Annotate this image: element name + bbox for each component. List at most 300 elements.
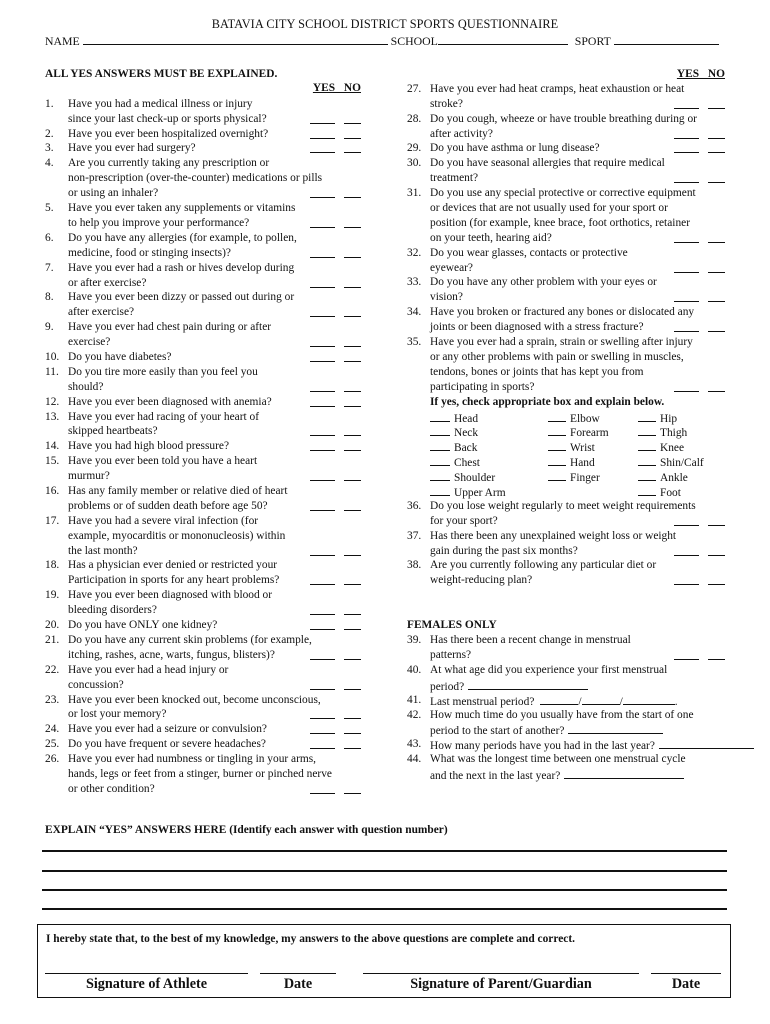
yes-answer-blank[interactable] <box>310 424 335 436</box>
question-number: 24. <box>45 723 60 736</box>
yes-answer-blank[interactable] <box>674 544 699 556</box>
question-line-text: skipped heartbeats? <box>68 425 158 438</box>
yes-answer-blank[interactable] <box>674 573 699 585</box>
question-number: 8. <box>45 291 54 304</box>
parent-signature-line[interactable] <box>363 973 639 974</box>
no-answer-blank[interactable] <box>344 573 361 585</box>
no-answer-blank[interactable] <box>708 261 725 273</box>
question-line <box>68 305 363 320</box>
answer-fill-field[interactable] <box>568 722 663 734</box>
no-answer-blank[interactable] <box>344 216 361 228</box>
no-answer-blank[interactable] <box>344 499 361 511</box>
sport-field[interactable] <box>614 33 719 45</box>
no-answer-blank[interactable] <box>708 514 725 526</box>
header-fields <box>45 33 735 49</box>
body-part-option[interactable] <box>430 469 548 484</box>
question-text <box>68 231 363 261</box>
body-part-option[interactable] <box>430 484 548 499</box>
question-line-text: gain during the past six months? <box>430 544 578 557</box>
body-part-checkbox[interactable] <box>430 484 450 496</box>
question-text <box>68 365 363 395</box>
question-item <box>407 693 727 708</box>
question-line-text: Are you currently taking any prescription or <box>68 157 270 170</box>
question-line-text: Has any family member or relative died of heart <box>68 485 288 498</box>
yes-answer-blank[interactable] <box>310 246 335 258</box>
no-answer-blank[interactable] <box>708 127 725 139</box>
question-text <box>430 752 727 782</box>
question-number: 4. <box>45 157 54 170</box>
date-part-field[interactable] <box>623 693 675 705</box>
question-line-text: Have you ever been diagnosed with anemia? <box>68 395 272 408</box>
question-text <box>430 708 727 738</box>
question-item <box>45 752 363 797</box>
question-text <box>68 588 363 618</box>
no-answer-blank[interactable] <box>344 246 361 258</box>
no-answer-blank[interactable] <box>344 350 361 362</box>
question-line-text: tendons, bones or joints that has kept you from <box>430 365 644 378</box>
question-text <box>68 261 363 291</box>
question-line-text: Have you ever had heat cramps, heat exhaustion or heat <box>430 82 685 95</box>
question-line <box>68 365 363 380</box>
no-answer-blank[interactable] <box>708 320 725 332</box>
question-line <box>430 97 727 112</box>
question-item <box>45 454 363 484</box>
question-item <box>45 156 363 201</box>
question-number: 31. <box>407 187 422 200</box>
question-line-text: Do you cough, wheeze or have trouble breathing during or <box>430 112 697 125</box>
body-part-label: Back <box>454 442 478 455</box>
question-item <box>407 141 727 156</box>
question-number: 44. <box>407 753 422 766</box>
yes-answer-blank[interactable] <box>674 648 699 660</box>
question-number: 9. <box>45 321 54 334</box>
question-line-text: Have you broken or fractured any bones or dislocated any <box>430 306 695 319</box>
name-field[interactable] <box>83 33 388 45</box>
question-item <box>45 141 363 156</box>
question-line <box>68 276 363 291</box>
yes-answer-blank[interactable] <box>310 603 335 615</box>
yes-answer-blank[interactable] <box>310 350 335 362</box>
body-part-option[interactable] <box>638 410 738 425</box>
question-line-text: Do you have any other problem with your eyes or <box>430 276 657 289</box>
yes-answer-blank[interactable] <box>674 171 699 183</box>
question-line-text: participating in sports? <box>430 380 535 393</box>
no-answer-blank[interactable] <box>344 782 361 794</box>
answer-fill-field[interactable] <box>659 737 754 749</box>
question-line <box>68 141 363 156</box>
body-part-option[interactable] <box>430 454 548 469</box>
no-answer-blank[interactable] <box>708 648 725 660</box>
question-line-text: Have you ever had numbness or tingling in your arms, <box>68 753 317 766</box>
question-line-text: Do you have diabetes? <box>68 350 172 363</box>
no-answer-blank[interactable] <box>344 186 361 198</box>
body-part-label: Forearm <box>570 427 609 440</box>
no-answer-blank[interactable] <box>344 544 361 556</box>
athlete-date-label: Date <box>283 976 313 992</box>
question-number: 34. <box>407 306 422 319</box>
question-item <box>407 305 727 335</box>
question-line <box>68 231 363 246</box>
question-line-text: How much time do you usually have from the start of one <box>430 708 694 721</box>
yes-answer-blank[interactable] <box>310 439 335 451</box>
right-question-list-b <box>407 499 727 588</box>
question-line-text: position (for example, knee brace, foot orthotics, retainer <box>430 216 690 229</box>
question-line-text: vision? <box>430 291 463 304</box>
yes-answer-blank[interactable] <box>310 678 335 690</box>
question-line <box>68 395 363 410</box>
question-line <box>430 365 727 380</box>
body-part-checkbox[interactable] <box>548 439 566 451</box>
question-line <box>430 752 727 767</box>
question-item <box>45 350 363 365</box>
body-part-label: Shin/Calf <box>660 457 704 470</box>
question-line-text: Do you lose weight regularly to meet weight requirements <box>430 499 696 512</box>
question-line <box>68 410 363 425</box>
question-number: 43. <box>407 738 422 751</box>
body-part-option[interactable] <box>548 484 638 499</box>
no-answer-blank[interactable] <box>344 305 361 317</box>
body-part-option[interactable] <box>548 410 638 425</box>
question-text <box>68 290 363 320</box>
question-line <box>68 320 363 335</box>
body-part-checkbox[interactable] <box>430 469 450 481</box>
question-line-text: Do you have any current skin problems (for example, <box>68 633 312 646</box>
question-text <box>430 558 727 588</box>
question-text <box>68 737 363 752</box>
question-line-text: itching, rashes, acne, warts, fungus, blisters)? <box>68 648 275 661</box>
question-line-text: Have you ever had a head injury or <box>68 663 229 676</box>
question-text <box>68 201 363 231</box>
no-answer-blank[interactable] <box>708 380 725 392</box>
question-number: 40. <box>407 663 422 676</box>
no-answer-blank[interactable] <box>708 141 725 153</box>
body-part-option[interactable] <box>638 484 738 499</box>
body-part-checkbox[interactable] <box>430 439 450 451</box>
yes-answer-blank[interactable] <box>310 573 335 585</box>
yes-answer-blank[interactable] <box>310 380 335 392</box>
body-part-option[interactable] <box>430 424 548 439</box>
no-answer-blank[interactable] <box>708 97 725 109</box>
question-number: 6. <box>45 231 54 244</box>
sport-label: SPORT <box>574 34 611 48</box>
question-item <box>407 663 727 693</box>
yes-answer-blank[interactable] <box>310 707 335 719</box>
yes-answer-blank[interactable] <box>310 395 335 407</box>
body-part-checkbox[interactable] <box>638 439 656 451</box>
question-line <box>68 737 363 752</box>
question-line-text: Have you ever been dizzy or passed out during or <box>68 291 295 304</box>
yes-answer-blank[interactable] <box>674 380 699 392</box>
question-text <box>68 454 363 484</box>
no-answer-blank[interactable] <box>344 648 361 660</box>
yes-answer-blank[interactable] <box>310 648 335 660</box>
question-item <box>407 633 727 663</box>
yes-answer-blank[interactable] <box>310 544 335 556</box>
question-line <box>430 141 727 156</box>
date-fields: / / . <box>540 696 677 708</box>
body-part-label: Finger <box>570 472 600 485</box>
athlete-date-line[interactable] <box>260 973 336 974</box>
question-line <box>430 693 727 708</box>
question-line-text: Last menstrual period? <box>430 695 535 708</box>
question-line-text: Have you ever had a sprain, strain or swelling after injury <box>430 336 693 349</box>
body-part-checkbox[interactable] <box>638 469 656 481</box>
parent-date-line[interactable] <box>651 973 721 974</box>
date-part-field[interactable] <box>582 693 620 705</box>
question-line-text: Have you ever had chest pain during or after <box>68 321 272 334</box>
question-line <box>68 112 363 127</box>
body-part-option[interactable] <box>548 439 638 454</box>
question-text <box>68 752 363 797</box>
answer-fill-field[interactable] <box>564 767 684 779</box>
no-answer-blank[interactable] <box>344 722 361 734</box>
body-part-option[interactable] <box>638 469 738 484</box>
yes-answer-blank[interactable] <box>310 335 335 347</box>
question-line-text: Are you currently following any particular diet or <box>430 559 657 572</box>
yes-answer-blank[interactable] <box>310 305 335 317</box>
question-line <box>430 633 727 648</box>
yes-answer-blank[interactable] <box>674 127 699 139</box>
yes-answer-blank[interactable] <box>310 127 335 139</box>
body-part-checkbox[interactable] <box>638 424 656 436</box>
question-line-text: bleeding disorders? <box>68 604 157 617</box>
question-number: 26. <box>45 753 60 766</box>
question-line-text: joints or been diagnosed with a stress fracture? <box>430 321 644 334</box>
question-item <box>407 558 727 588</box>
body-part-label: Hand <box>570 457 595 470</box>
body-part-option[interactable] <box>430 410 548 425</box>
body-part-checkbox[interactable] <box>548 454 566 466</box>
question-line-text: Participation in sports for any heart problems? <box>68 574 280 587</box>
no-answer-blank[interactable] <box>708 573 725 585</box>
no-answer-blank[interactable] <box>344 707 361 719</box>
question-line-text: example, myocarditis or mononucleosis) within <box>68 529 286 542</box>
yes-answer-blank[interactable] <box>674 141 699 153</box>
yes-answer-blank[interactable] <box>674 97 699 109</box>
question-number: 1. <box>45 97 54 110</box>
question-line <box>68 335 363 350</box>
question-line <box>430 156 727 171</box>
right-column <box>407 67 727 782</box>
question-number: 23. <box>45 693 60 706</box>
question-item <box>45 127 363 142</box>
school-field[interactable] <box>438 33 568 45</box>
body-part-checkbox[interactable] <box>430 454 450 466</box>
question-line-text: Do you have ONLY one kidney? <box>68 619 218 632</box>
question-line-text: Has a physician ever denied or restricted your <box>68 559 278 572</box>
question-line <box>68 171 363 186</box>
parent-date-label: Date <box>671 976 701 992</box>
question-line <box>68 573 363 588</box>
body-part-option[interactable] <box>548 454 638 469</box>
no-answer-blank[interactable] <box>344 127 361 139</box>
question-item <box>407 112 727 142</box>
question-line-text: or any other problems with pain or swelling in muscles, <box>430 350 684 363</box>
question-number: 42. <box>407 708 422 721</box>
question-line <box>430 708 727 723</box>
question-line-text: How many periods have you had in the last year? <box>430 740 655 753</box>
question-line <box>68 722 363 737</box>
question-line <box>68 439 363 454</box>
no-answer-blank[interactable] <box>344 395 361 407</box>
question-line <box>68 246 363 261</box>
no-answer-blank[interactable] <box>344 335 361 347</box>
no-answer-blank[interactable] <box>344 439 361 451</box>
yes-answer-blank[interactable] <box>310 112 335 124</box>
question-number: 22. <box>45 663 60 676</box>
question-line-text: Do you have any allergies (for example, to pollen, <box>68 231 297 244</box>
question-line <box>430 216 727 231</box>
question-number: 17. <box>45 514 60 527</box>
question-line <box>68 618 363 633</box>
question-line-text: Do you wear glasses, contacts or protective <box>430 246 628 259</box>
body-part-label: Thigh <box>660 427 688 440</box>
yes-answer-blank[interactable] <box>310 216 335 228</box>
body-part-label: Upper Arm <box>454 486 506 499</box>
question-line <box>68 97 363 112</box>
yes-answer-blank[interactable] <box>674 320 699 332</box>
body-part-option[interactable] <box>548 469 638 484</box>
question-line-text: Do you use any special protective or corrective equipment <box>430 187 696 200</box>
question-number: 13. <box>45 410 60 423</box>
question-line <box>430 335 727 350</box>
question-line <box>68 782 363 797</box>
question-number: 25. <box>45 738 60 751</box>
explain-line[interactable] <box>42 889 727 891</box>
question-number: 7. <box>45 261 54 274</box>
no-answer-blank[interactable] <box>344 618 361 630</box>
no-answer-blank[interactable] <box>344 141 361 153</box>
no-answer-blank[interactable] <box>344 276 361 288</box>
question-line-text: treatment? <box>430 172 479 185</box>
answer-fill-field[interactable] <box>468 678 588 690</box>
yes-answer-blank[interactable] <box>310 618 335 630</box>
question-line <box>430 573 727 588</box>
body-part-label: Head <box>454 412 479 425</box>
no-answer-blank[interactable] <box>344 424 361 436</box>
body-part-checkbox[interactable] <box>430 410 450 422</box>
athlete-signature-line[interactable] <box>45 973 248 974</box>
yes-answer-blank[interactable] <box>310 186 335 198</box>
body-part-label: Knee <box>660 442 685 455</box>
question-item <box>407 156 727 186</box>
no-answer-blank[interactable] <box>344 737 361 749</box>
yes-answer-blank[interactable] <box>310 141 335 153</box>
yes-no-answer <box>310 782 361 799</box>
question-line <box>68 588 363 603</box>
yes-answer-blank[interactable] <box>310 499 335 511</box>
question-text <box>68 618 363 633</box>
yes-answer-blank[interactable] <box>674 231 699 243</box>
question-line <box>68 454 363 469</box>
explain-line[interactable] <box>42 908 727 910</box>
body-part-checkbox[interactable] <box>638 484 656 496</box>
question-item <box>45 290 363 320</box>
body-part-label: Ankle <box>660 472 688 485</box>
question-line <box>430 231 727 246</box>
question-text <box>68 633 363 663</box>
question-line-text: Do you have asthma or lung disease? <box>430 142 600 155</box>
body-part-option[interactable] <box>430 439 548 454</box>
no-answer-blank[interactable] <box>344 678 361 690</box>
body-part-checkbox[interactable] <box>548 469 566 481</box>
question-line <box>430 767 727 782</box>
yes-answer-blank[interactable] <box>310 737 335 749</box>
question-text <box>68 350 363 365</box>
no-answer-blank[interactable] <box>708 171 725 183</box>
question-number: 33. <box>407 276 422 289</box>
yes-answer-blank[interactable] <box>310 782 335 794</box>
question-line-text: Have you ever had a rash or hives develop during <box>68 261 295 274</box>
yes-answer-blank[interactable] <box>674 290 699 302</box>
body-part-label: Wrist <box>570 442 595 455</box>
question-number: 2. <box>45 127 54 140</box>
body-part-checkbox[interactable] <box>548 424 566 436</box>
name-label: NAME <box>45 34 80 48</box>
question-item <box>45 633 363 663</box>
question-line-text: Has there been a recent change in menstrual <box>430 634 631 647</box>
yes-no-answer <box>674 573 725 590</box>
no-answer-blank[interactable] <box>708 231 725 243</box>
yes-answer-blank[interactable] <box>310 469 335 481</box>
question-line <box>68 678 363 693</box>
question-item <box>45 439 363 454</box>
body-part-option[interactable] <box>548 424 638 439</box>
no-answer-blank[interactable] <box>344 380 361 392</box>
yes-answer-blank[interactable] <box>674 514 699 526</box>
question-item <box>45 663 363 693</box>
question-line-text: Have you ever had a seizure or convulsion? <box>68 723 267 736</box>
body-part-checkbox[interactable] <box>430 424 450 436</box>
question-number: 32. <box>407 246 422 259</box>
explain-line[interactable] <box>42 850 727 852</box>
yes-answer-blank[interactable] <box>310 276 335 288</box>
date-part-field[interactable] <box>540 693 578 705</box>
no-answer-blank[interactable] <box>708 544 725 556</box>
question-line <box>430 678 727 693</box>
question-number: 39. <box>407 634 422 647</box>
females-only-title: FEMALES ONLY <box>407 619 497 632</box>
question-line <box>68 558 363 573</box>
question-line-text: What was the longest time between one menstrual cycle <box>430 753 686 766</box>
no-answer-blank[interactable] <box>344 603 361 615</box>
body-part-checkbox[interactable] <box>638 410 656 422</box>
question-line <box>430 112 727 127</box>
body-part-checkbox[interactable] <box>638 454 656 466</box>
question-item <box>45 231 363 261</box>
body-part-option[interactable] <box>638 439 738 454</box>
no-answer-blank[interactable] <box>708 290 725 302</box>
question-line-text: Have you ever been knocked out, become unconscious, <box>68 693 321 706</box>
question-line-text: Have you ever taken any supplements or vitamins <box>68 202 296 215</box>
yes-answer-blank[interactable] <box>674 261 699 273</box>
body-part-option[interactable] <box>638 424 738 439</box>
question-item <box>45 365 363 395</box>
question-line-text: concussion? <box>68 678 124 691</box>
question-number: 10. <box>45 350 60 363</box>
question-line <box>68 484 363 499</box>
question-line <box>68 261 363 276</box>
question-line-text: period? <box>430 680 465 693</box>
question-line <box>68 767 363 782</box>
no-answer-blank[interactable] <box>344 469 361 481</box>
no-answer-blank[interactable] <box>344 112 361 124</box>
body-part-checkbox[interactable] <box>548 410 566 422</box>
yes-answer-blank[interactable] <box>310 722 335 734</box>
question-text <box>68 320 363 350</box>
explain-line[interactable] <box>42 870 727 872</box>
body-part-option[interactable] <box>638 454 738 469</box>
